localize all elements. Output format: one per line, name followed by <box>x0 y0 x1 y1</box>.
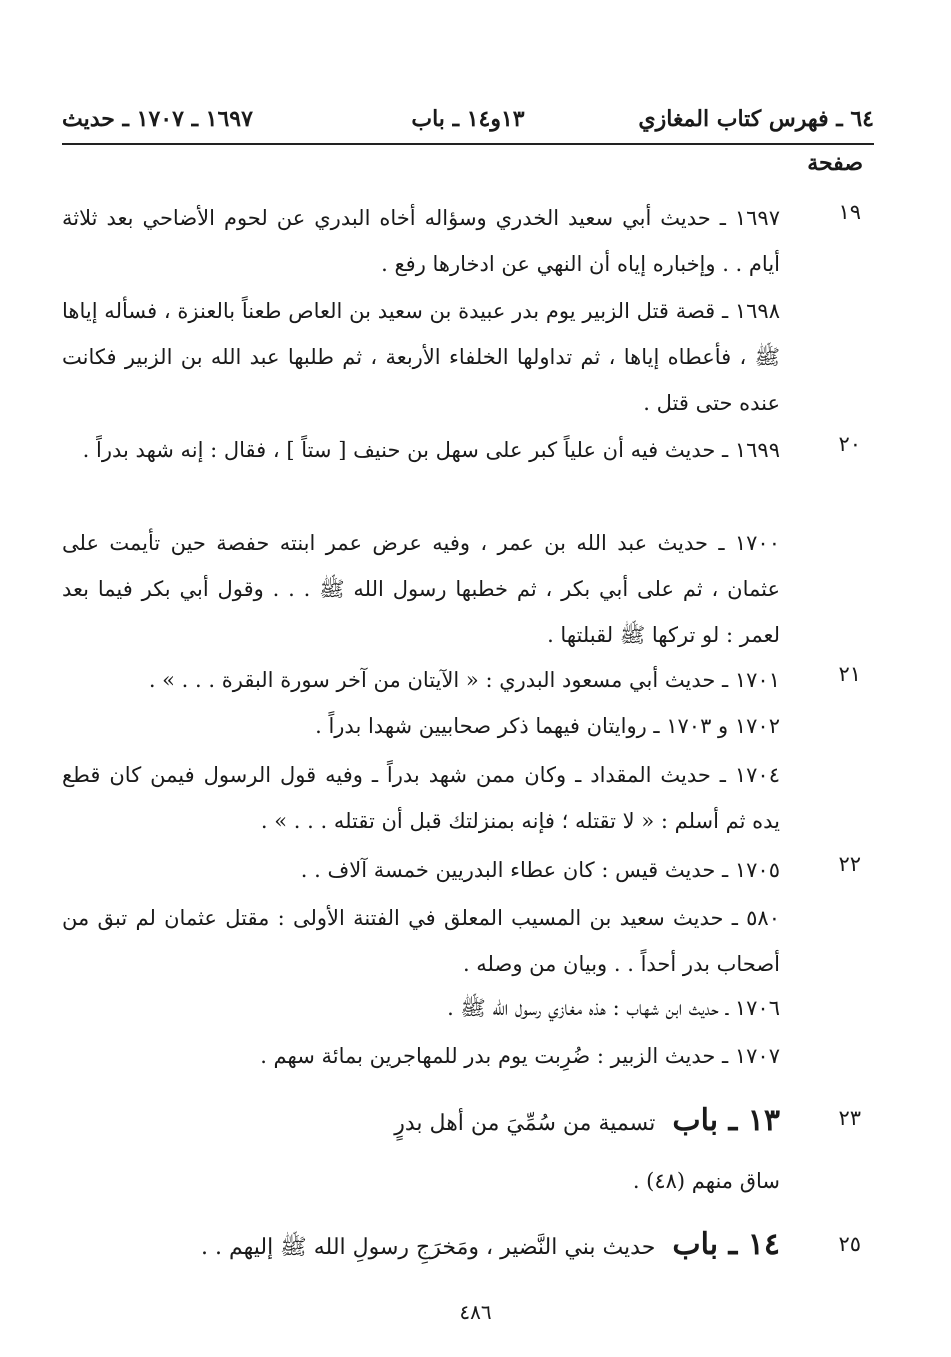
page-number-ref: ١٩ <box>838 200 861 224</box>
index-entry: ١٦٩٨ ـ قصة قتل الزبير يوم بدر عبيدة بن سعيد بن العاص طعناً بالعنزة ، فسأله إياها ﷺ ، فأعطاه إياها ، ثم تداولها الخلفاء الأربعة ، ثم طلبها عبد الله بن الزبير فكانت عنده حتى قتل . <box>62 299 780 415</box>
index-entry: ١٧٠٤ ـ حديث المقداد ـ وكان ممن شهد بدراً ـ وفيه قول الرسول فيمن كان قطع يده ثم أسلم : « لا تقتله ؛ فإنه بمنزلتك قبل أن تقتله . . . » . <box>62 763 780 833</box>
chapter-note: ساق منهم (٤٨) . <box>632 1169 780 1193</box>
header-book-title: ٦٤ ـ فهرس كتاب المغازي <box>638 106 874 132</box>
header-divider <box>62 143 874 145</box>
header-chapters: ١٣و١٤ ـ باب <box>411 106 525 132</box>
index-entry: ١٦٩٧ ـ حديث أبي سعيد الخدري وسؤاله أخاه البدري عن لحوم الأضاحي بعد ثلاثة أيام . . وإخباره إياه أن النهي عن ادخارها رفع . <box>62 206 780 276</box>
chapter-title: تسمية من سُمِّيَ من أهل بدرٍ <box>394 1111 656 1136</box>
index-entry: ١٧٠٥ ـ حديث قيس : كان عطاء البدريين خمسة آلاف . . <box>300 858 780 882</box>
header-hadith-range: ١٦٩٧ ـ ١٧٠٧ ـ حديث <box>62 106 253 132</box>
page-number-ref: ٢٠ <box>838 432 861 456</box>
chapter-heading <box>62 1098 780 1147</box>
page-number-ref: ٢٣ <box>838 1106 861 1130</box>
chapter-title: حديث بني النَّضير ، ومَخرَجِ رسولِ الله ﷺ إليهم . . <box>200 1235 656 1260</box>
index-entry: ٥٨٠ ـ حديث سعيد بن المسيب المعلق في الفتنة الأولى : مقتل عثمان لم تبق من أصحاب بدر أحداً . . وبيان من وصله . <box>62 906 780 976</box>
page-number-ref: ٢١ <box>838 662 861 686</box>
page-number-ref: ٢٥ <box>838 1232 861 1256</box>
index-entry: ١٧٠٦ ـ حديث ابن شهاب : هذه مغازي رسول الله ﷺ . <box>447 996 780 1020</box>
chapter-number: ١٤ ـ باب <box>672 1227 780 1262</box>
index-entry: ١٦٩٩ ـ حديث فيه أن علياً كبر على سهل بن حنيف [ ستاً ] ، فقال : إنه شهد بدراً . <box>82 438 780 462</box>
page-number-ref: ٢٢ <box>838 852 861 876</box>
page-footer-number: ٤٨٦ <box>459 1300 492 1324</box>
index-entry: ١٧٠٧ ـ حديث الزبير : ضُرِبت يوم بدر للمهاجرين بمائة سهم . <box>260 1044 780 1068</box>
index-entry: ١٧٠٢ و ١٧٠٣ ـ روايتان فيهما ذكر صحابيين شهدا بدراً . <box>315 714 780 738</box>
chapter-heading <box>62 1222 780 1271</box>
page-column-label: صفحة <box>807 150 863 176</box>
running-header <box>62 100 874 140</box>
chapter-number: ١٣ ـ باب <box>672 1103 780 1138</box>
index-entry: ١٧٠١ ـ حديث أبي مسعود البدري : « الآيتان من آخر سورة البقرة . . . » . <box>148 668 780 692</box>
index-entry: ١٧٠٠ ـ حديث عبد الله بن عمر ، وفيه عرض عمر ابنته حفصة حين تأيمت على عثمان ، ثم على أبي بكر ، ثم خطبها رسول الله ﷺ . . . وقول أبي بكر فيما بعد لعمر : لو تركها ﷺ لقبلتها . <box>62 531 780 647</box>
